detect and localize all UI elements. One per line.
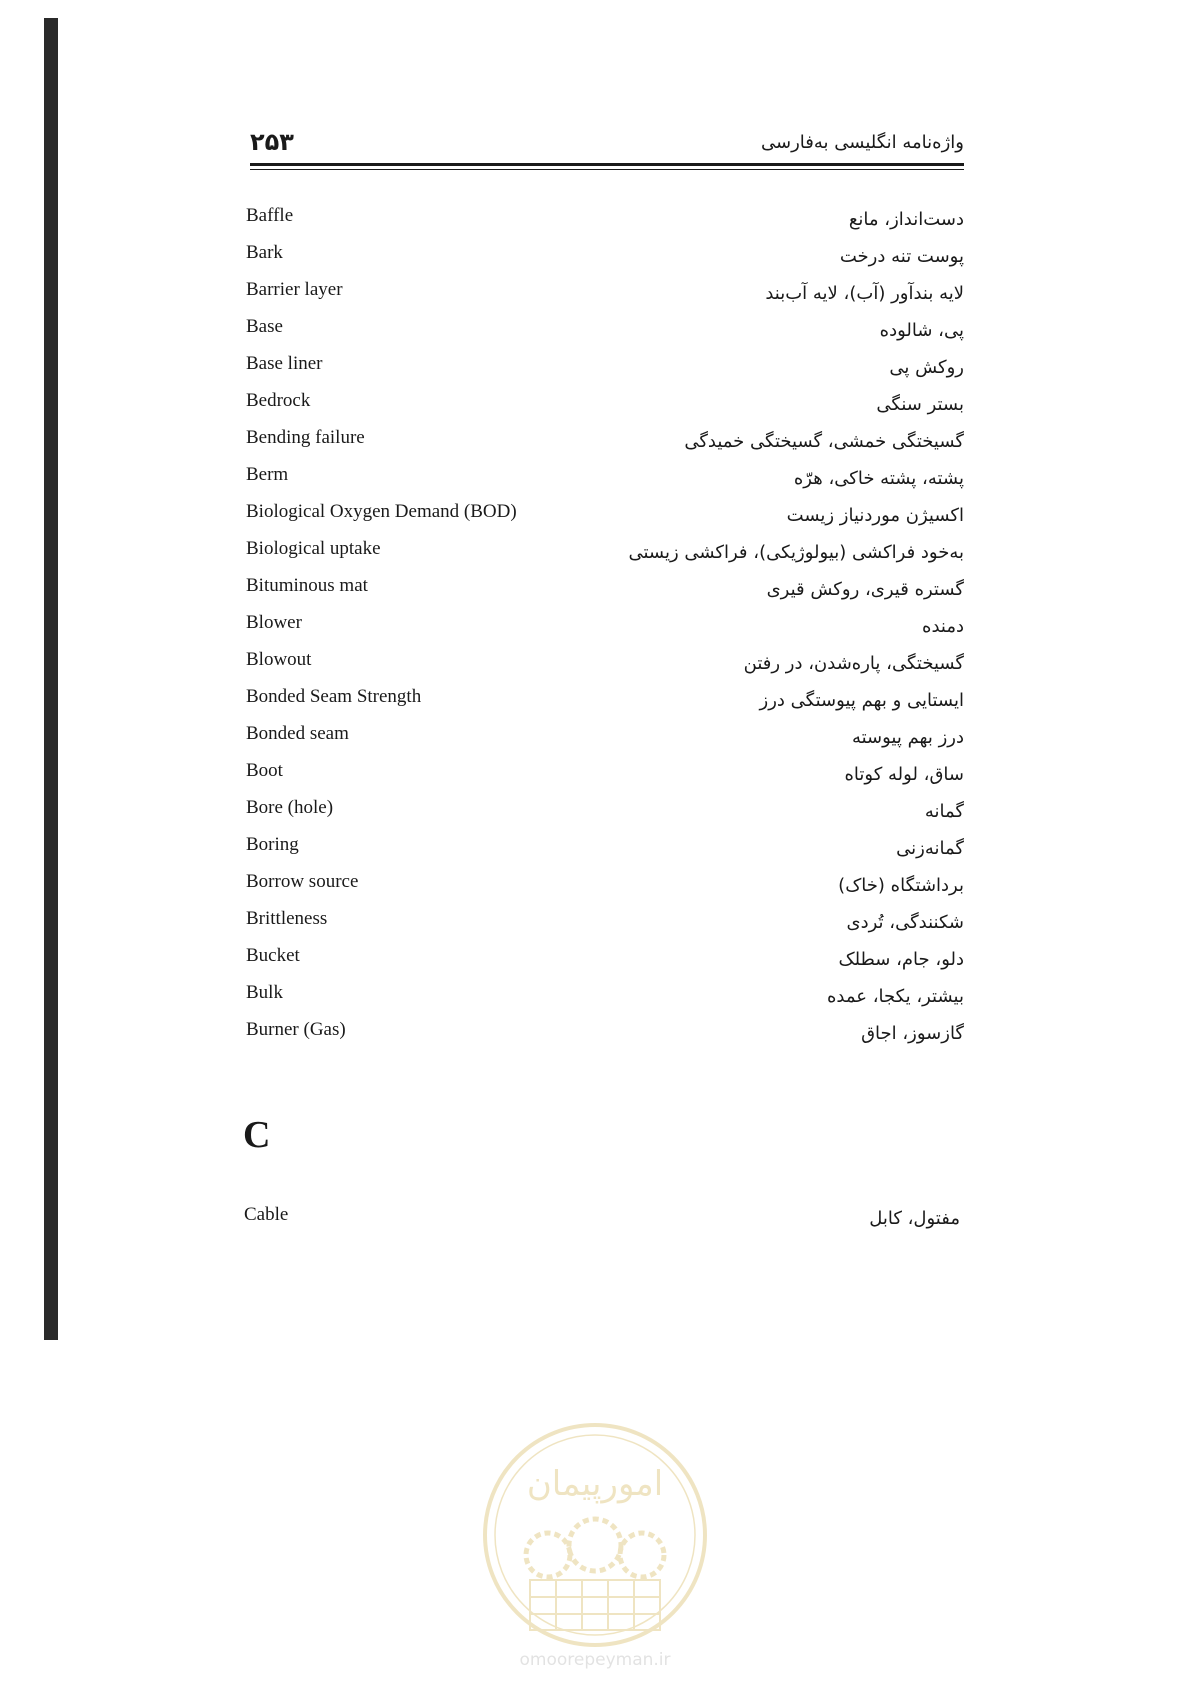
entry-translation: گسیختگی خمشی، گسیختگی خمیدگی	[684, 431, 964, 452]
entry-translation: بیشتر، یکجا، عمده	[826, 986, 964, 1007]
glossary-entry	[246, 353, 964, 390]
watermark-logo-text: امورپیمان	[526, 1464, 664, 1504]
watermark-url: omoorepeyman.ir	[519, 1650, 671, 1670]
header-rule-thin	[250, 169, 964, 170]
entry-translation: لایه بندآور (آب)، لایه آب‌بند	[765, 283, 964, 304]
entry-translation: دست‌انداز، مانع	[848, 209, 964, 230]
entry-term: Bonded Seam Strength	[246, 686, 422, 707]
entry-translation: برداشتگاه (خاک)	[838, 875, 964, 896]
entry-translation: گمانه‌زنی	[896, 838, 964, 859]
glossary-entries-b	[246, 205, 964, 1056]
entry-translation: پوست تنه درخت	[839, 246, 964, 267]
glossary-entry	[246, 982, 964, 1019]
glossary-entries-c	[244, 1204, 960, 1241]
entry-term: Blower	[246, 612, 302, 633]
entry-term: Blowout	[246, 649, 312, 670]
glossary-entry	[246, 538, 964, 575]
entry-term: Bituminous mat	[246, 575, 368, 596]
entry-term: Barrier layer	[246, 279, 343, 300]
entry-translation: شکنندگی، تُردی	[846, 912, 964, 933]
entry-translation: اکسیژن موردنیاز زیست	[786, 505, 964, 526]
glossary-entry	[246, 945, 964, 982]
watermark-logo-icon	[480, 1420, 710, 1650]
entry-term: Biological uptake	[246, 538, 381, 559]
glossary-entry	[246, 390, 964, 427]
entry-term: Biological Oxygen Demand (BOD)	[246, 501, 517, 522]
entry-translation: پی، شالوده	[879, 320, 964, 341]
entry-translation: دمنده	[922, 616, 964, 637]
entry-translation: بستر سنگی	[876, 394, 964, 415]
entry-translation: گازسوز، اجاق	[861, 1023, 964, 1044]
entry-translation: درز بهم پیوسته	[851, 727, 964, 748]
entry-term: Baffle	[246, 205, 294, 226]
glossary-entry	[246, 686, 964, 723]
entry-translation: گسیختگی، پاره‌شدن، در رفتن	[743, 653, 964, 674]
header-rule-thick	[250, 163, 964, 166]
glossary-entry	[246, 871, 964, 908]
page-header	[250, 118, 964, 162]
glossary-entry	[246, 723, 964, 760]
glossary-entry	[246, 279, 964, 316]
glossary-entry	[246, 760, 964, 797]
glossary-entry	[246, 501, 964, 538]
entry-translation: مفتول، کابل	[869, 1208, 960, 1229]
entry-translation: به‌خود فراکشی (بیولوژیکی)، فراکشی زیستی	[628, 542, 964, 563]
entry-translation: گستره قیری، روکش قیری	[766, 579, 964, 600]
entry-term: Bonded seam	[246, 723, 349, 744]
entry-term: Borrow source	[246, 871, 359, 892]
watermark	[480, 1420, 710, 1670]
entry-term: Bulk	[246, 982, 283, 1003]
entry-term: Berm	[246, 464, 289, 485]
entry-term: Cable	[244, 1204, 289, 1225]
entry-term: Bore (hole)	[246, 797, 334, 818]
entry-term: Bending failure	[246, 427, 365, 448]
glossary-entry	[246, 797, 964, 834]
glossary-entry	[246, 612, 964, 649]
entry-term: Brittleness	[246, 908, 328, 929]
glossary-entry	[246, 834, 964, 871]
entry-term: Bark	[246, 242, 283, 263]
running-title: واژه‌نامه انگلیسی به‌فارسی	[761, 132, 964, 153]
entry-translation: روکش پی	[889, 357, 964, 378]
glossary-entry	[246, 908, 964, 945]
entry-translation: دلو، جام، سطلک	[838, 949, 964, 970]
entry-term: Base liner	[246, 353, 323, 374]
glossary-entry	[246, 649, 964, 686]
glossary-entry	[246, 1019, 964, 1056]
entry-term: Burner (Gas)	[246, 1019, 346, 1040]
entry-translation: گمانه	[924, 801, 964, 822]
glossary-entry	[246, 205, 964, 242]
glossary-entry	[246, 316, 964, 353]
glossary-entry	[246, 575, 964, 612]
entry-translation: ساق، لوله کوتاه	[844, 764, 964, 785]
page-number: ۲۵۳	[250, 128, 294, 156]
entry-term: Base	[246, 316, 283, 337]
entry-term: Boot	[246, 760, 283, 781]
glossary-entry	[244, 1204, 960, 1241]
entry-term: Bucket	[246, 945, 300, 966]
glossary-entry	[246, 427, 964, 464]
section-heading-c: C	[243, 1114, 271, 1156]
entry-translation: ایستایی و بهم پیوستگی درز	[759, 690, 964, 711]
entry-term: Bedrock	[246, 390, 311, 411]
entry-translation: پشته، پشته خاکی، هرّه	[793, 468, 964, 489]
glossary-entry	[246, 242, 964, 279]
page-binding-edge	[44, 18, 58, 1340]
entry-term: Boring	[246, 834, 299, 855]
glossary-entry	[246, 464, 964, 501]
